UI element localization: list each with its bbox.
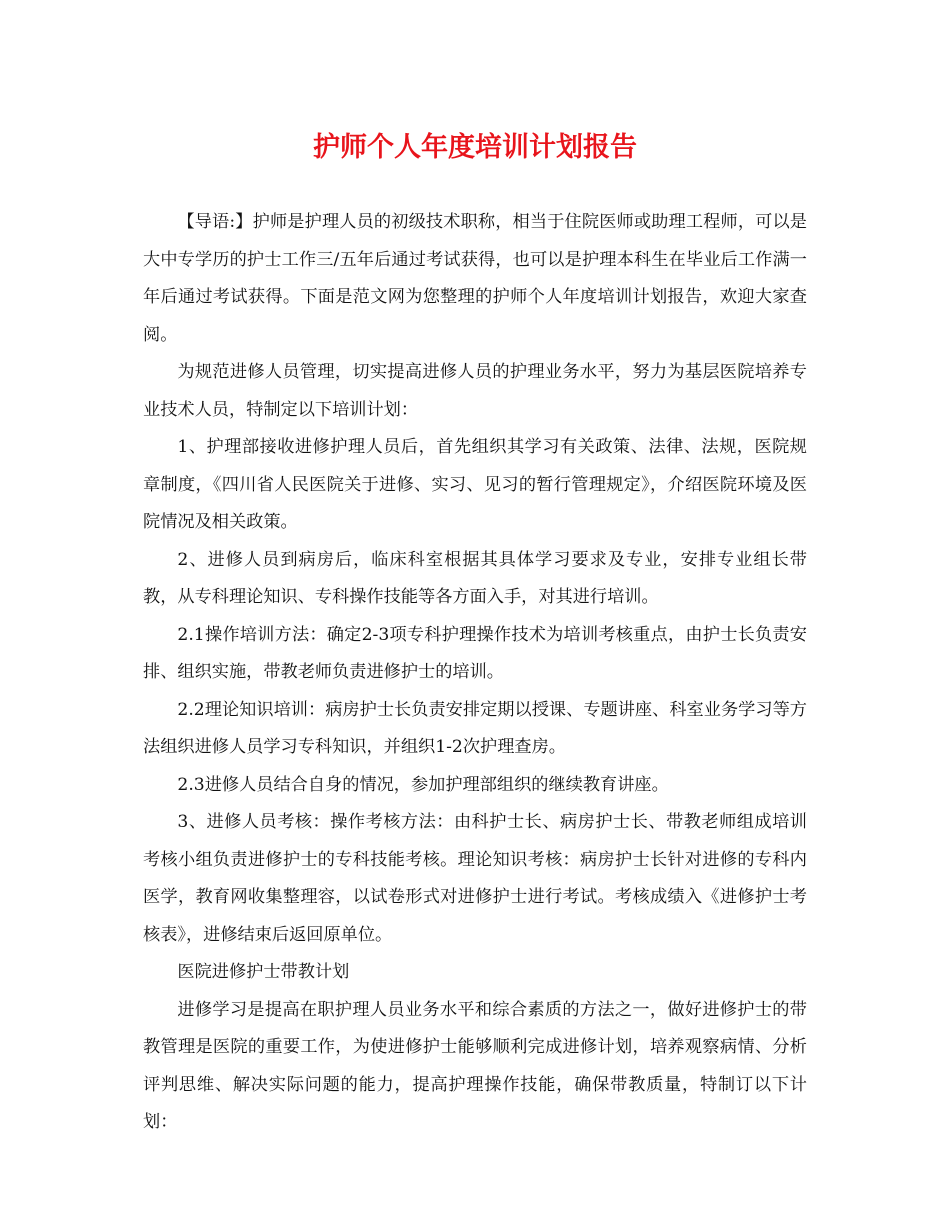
document-title: 护师个人年度培训计划报告 [313,132,637,163]
paragraph-section-intro: 进修学习是提高在职护理人员业务水平和综合素质的方法之一，做好进修护士的带教管理是医院的重要工作，为使进修护士能够顺利完成进修计划，培养观察病情、分析评判思维、解决实际问题的能力，提高护理操作技能，确保带教质量，特制订以下计划： [143,999,807,1132]
section-heading: 医院进修护士带教计划 [177,962,350,982]
paragraph-item-2: 2、进修人员到病房后，临床科室根据其具体学习要求及专业，安排专业组长带教，从专科理论知识、专科操作技能等各方面入手，对其进行培训。 [143,549,807,607]
paragraph-item-2-2: 2.2理论知识培训：病房护士长负责安排定期以授课、专题讲座、科室业务学习等方法组织进修人员学习专科知识，并组织1-2次护理查房。 [143,699,807,757]
paragraph-item-3: 3、进修人员考核：操作考核方法：由科护士长、病房护士长、带教老师组成培训考核小组负责进修护士的专科技能考核。理论知识考核：病房护士长针对进修的专科内医学，教育网收集整理容，以试卷形式对进修护士进行考试。考核成绩入《进修护士考核表》，进修结束后返回原单位。 [143,812,807,945]
paragraph-purpose: 为规范进修人员管理，切实提高进修人员的护理业务水平，努力为基层医院培养专业技术人员，特制定以下培训计划： [143,362,807,420]
paragraph-item-2-3: 2.3进修人员结合自身的情况，参加护理部组织的继续教育讲座。 [177,774,669,795]
paragraph-item-2-1: 2.1操作培训方法：确定2-3项专科护理操作技术为培训考核重点，由护士长负责安排、组织实施，带教老师负责进修护士的培训。 [143,624,807,682]
paragraph-intro: 【导语:】护师是护理人员的初级技术职称，相当于住院医师或助理工程师，可以是大中专学历的护士工作三/五年后通过考试获得，也可以是护理本科生在毕业后工作满一年后通过考试获得。下面是范文网为您整理的护师个人年度培训计划报告，欢迎大家查阅。 [143,212,807,345]
paragraph-item-1: 1、护理部接收进修护理人员后，首先组织其学习有关政策、法律、法规，医院规章制度，《四川省人民医院关于进修、实习、见习的暂行管理规定》，介绍医院环境及医院情况及相关政策。 [143,437,807,532]
document-body [143,204,807,1142]
